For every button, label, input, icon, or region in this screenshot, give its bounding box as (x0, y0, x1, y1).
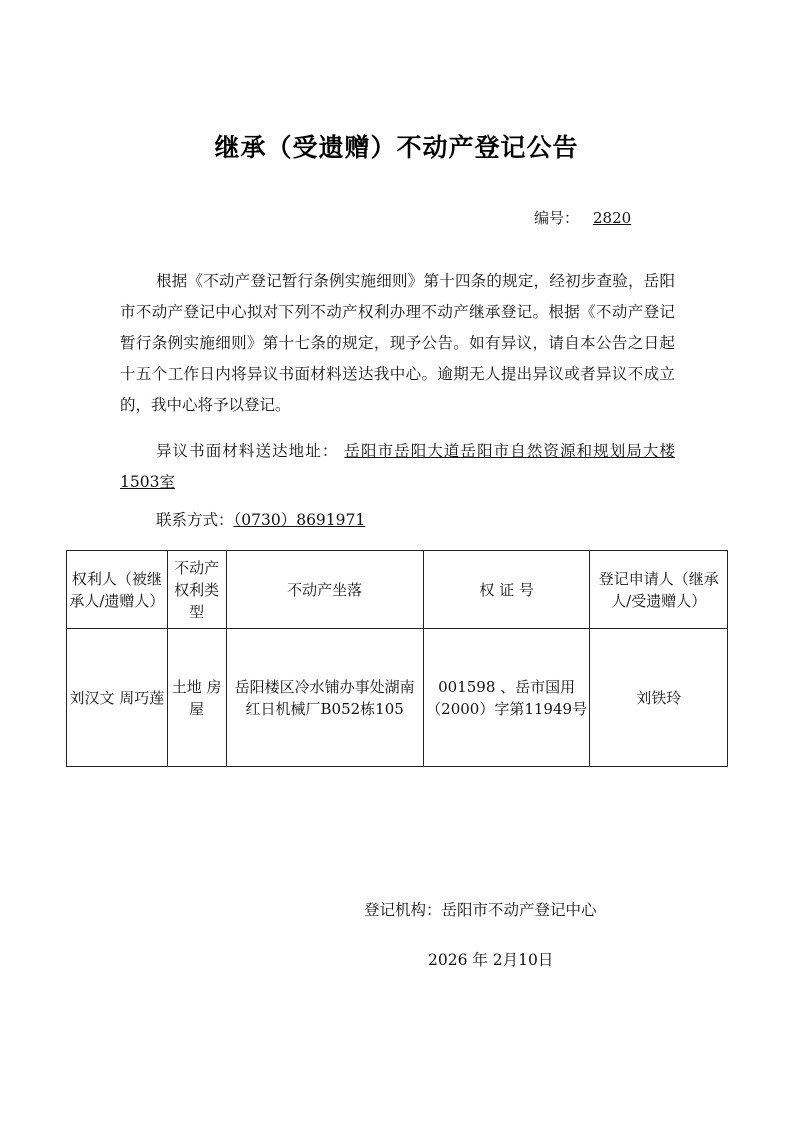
property-table (66, 550, 728, 767)
table-row (67, 629, 728, 767)
address-value: 岳阳市岳阳大道岳阳市自然资源和规划局大楼1503室 (120, 442, 675, 491)
serial-value: 2820 (593, 209, 632, 227)
notice-title: 继承（受遗赠）不动产登记公告 (214, 133, 579, 162)
notice-date: 2026 年 2月10日 (428, 951, 554, 969)
header-cert: 权 证 号 (423, 551, 590, 629)
cell-applicant: 刘铁玲 (590, 629, 728, 767)
serial-number (534, 207, 631, 228)
cell-type: 土地 房屋 (167, 629, 226, 767)
contact-label: 联系方式： (156, 511, 234, 529)
address-label: 异议书面材料送达地址： (156, 442, 339, 460)
cell-location: 岳阳楼区冷水铺办事处湖南红日机械厂B052栋105 (226, 629, 423, 767)
objection-address (120, 436, 675, 498)
header-holder: 权利人（被继承人/遗赠人） (67, 551, 168, 629)
contact-info (156, 505, 711, 536)
cell-cert: 001598 、岳市国用（2000）字第11949号 (423, 629, 590, 767)
table-header-row (67, 551, 728, 629)
cell-holder: 刘汉文 周巧莲 (67, 629, 168, 767)
header-type: 不动产权利类型 (167, 551, 226, 629)
contact-value: （0730）8691971 (233, 511, 366, 529)
header-applicant: 登记申请人（继承人/受遗赠人） (590, 551, 728, 629)
serial-label: 编号： (534, 209, 580, 227)
issuing-authority: 登记机构：岳阳市不动产登记中心 (364, 901, 597, 919)
header-location: 不动产坐落 (226, 551, 423, 629)
notice-body: 根据《不动产登记暂行条例实施细则》第十四条的规定，经初步查验，岳阳市不动产登记中心拟对下列不动产权利办理不动产继承登记。根据《不动产登记暂行条例实施细则》第十七条的规定，现予公告。如有异议，请自本公告之日起十五个工作日内将异议书面材料送达我中心。逾期无人提出异议或者异议不成立的，我中心将予以登记。 (120, 272, 675, 414)
